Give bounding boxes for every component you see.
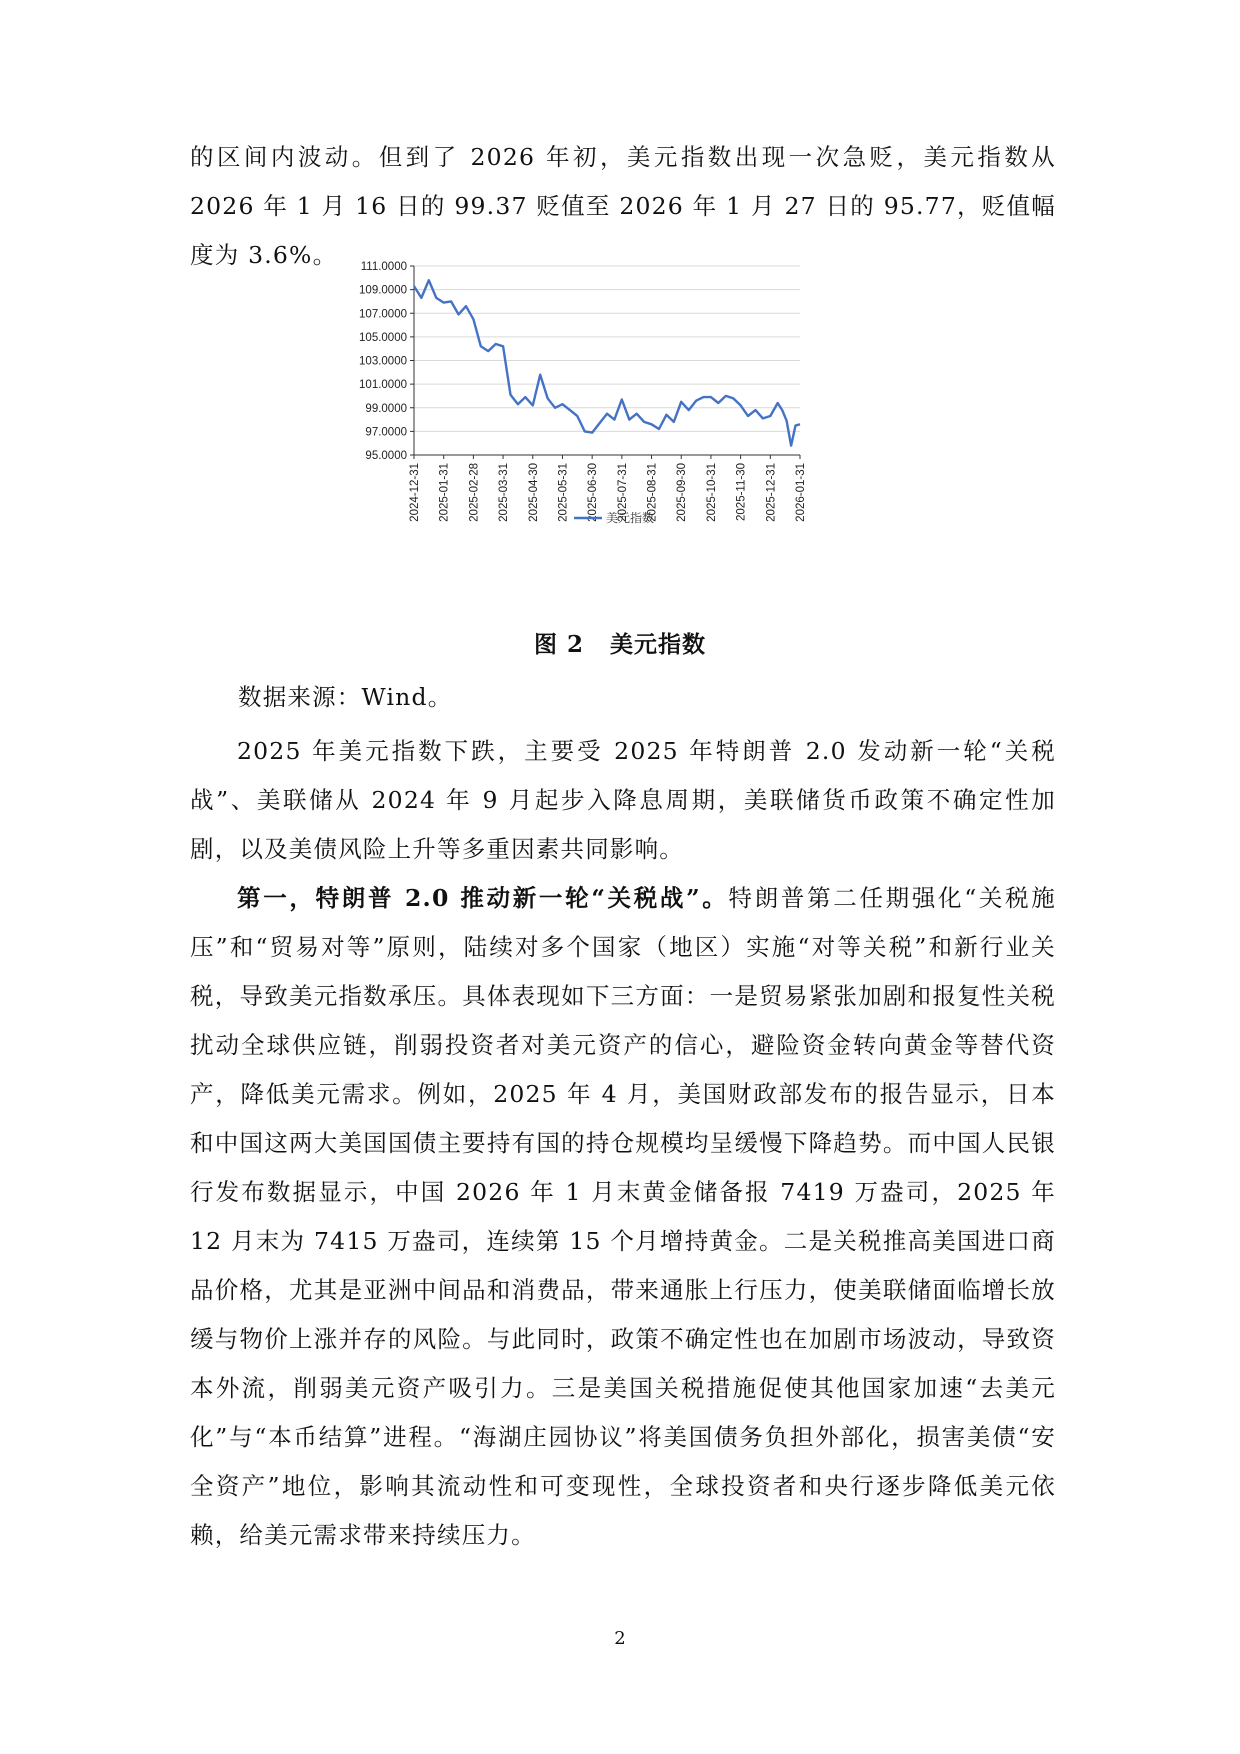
x-tick-label: 2025-07-31 <box>616 463 629 522</box>
page-number: 2 <box>614 1628 626 1649</box>
y-tick-label: 103.0000 <box>359 355 407 368</box>
chart-legend <box>574 510 654 525</box>
paragraph-intro: 的区间内波动。但到了 2026 年初，美元指数出现一次急贬，美元指数从 2026 年 1 月 16 日的 99.37 贬值至 2026 年 1 月 27 日的 95.77，贬值幅度为 3.6%。 <box>190 143 1056 269</box>
x-tick-label: 2024-12-31 <box>409 463 421 522</box>
x-tick-label: 2025-03-31 <box>498 463 511 522</box>
paragraph-causes: 2025 年美元指数下跌，主要受 2025 年特朗普 2.0 发动新一轮“关税战”、美联储从 2024 年 9 月起步入降息周期，美联储货币政策不确定性加剧，以及美债风险上升等多重因素共同影响。 <box>190 737 1056 863</box>
x-tick-label: 2025-10-31 <box>705 463 718 522</box>
y-tick-label: 101.0000 <box>359 379 407 392</box>
x-tick-label: 2025-11-30 <box>735 463 748 521</box>
x-tick-label: 2025-02-28 <box>468 463 481 522</box>
y-tick-label: 99.0000 <box>365 402 407 415</box>
x-tick-label: 2025-04-30 <box>527 463 540 522</box>
y-tick-label: 111.0000 <box>360 261 407 273</box>
figure-label: 图 2 <box>533 631 584 658</box>
usd-index-chart <box>340 252 820 542</box>
y-tick-label: 95.0000 <box>365 450 407 462</box>
figure-caption <box>0 626 1240 659</box>
y-tick-label: 109.0000 <box>359 284 407 297</box>
chart-y-axis <box>359 261 414 462</box>
x-tick-label: 2025-09-30 <box>676 463 689 522</box>
series-line-usd-index <box>414 280 800 445</box>
x-tick-label: 2025-08-31 <box>646 463 659 522</box>
chart-series-group <box>414 280 800 445</box>
y-tick-label: 97.0000 <box>365 426 407 439</box>
data-source-note: 数据来源：Wind。 <box>238 683 453 711</box>
x-tick-label: 2025-05-31 <box>557 463 570 522</box>
x-tick-label: 2025-06-30 <box>587 463 600 522</box>
paragraph-body: 特朗普第二任期强化“关税施压”和“贸易对等”原则，陆续对多个国家（地区）实施“对等关税”和新行业关税，导致美元指数承压。具体表现如下三方面：一是贸易紧张加剧和报复性关税扰动全球供应链，削弱投资者对美元资产的信心，避险资金转向黄金等替代资产，降低美元需求。例如，2025 年 4 月，美国财政部发布的报告显示，日本和中国这两大美国国债主要持有国的持仓规模均呈缓慢下降趋势。而中国人民银行发布数据显示，中国 2026 年 1 月末黄金储备报 7419 万盎司，2025 年 12 月末为 7415 万盎司，连续第 15 个月增持黄金。二是关税推高美国进口商品价格，尤其是亚洲中间品和消费品，带来通胀上行压力，使美联储面临增长放缓与物价上涨并存的风险。与此同时，政策不确定性也在加剧市场波动，导致资本外流，削弱美元资产吸引力。三是美国关税措施促使其他国家加速“去美元化”与“本币结算”进程。“海湖庄园协议”将美国债务负担外部化，损害美债“安全资产”地位，影响其流动性和可变现性，全球投资者和央行逐步降低美元依赖，给美元需求带来持续压力。 <box>190 884 1056 1549</box>
x-tick-label: 2025-12-31 <box>765 463 778 522</box>
y-tick-label: 105.0000 <box>359 331 407 344</box>
figure-title: 美元指数 <box>610 631 706 658</box>
y-tick-label: 107.0000 <box>359 308 407 321</box>
x-tick-label: 2025-01-31 <box>438 463 451 522</box>
x-tick-label: 2026-01-31 <box>795 463 807 522</box>
paragraph-tariff-war <box>190 874 1056 1560</box>
paragraph-lead-heading: 第一，特朗普 2.0 推动新一轮“关税战”。 <box>237 884 729 912</box>
legend-label: 美元指数 <box>606 511 655 525</box>
